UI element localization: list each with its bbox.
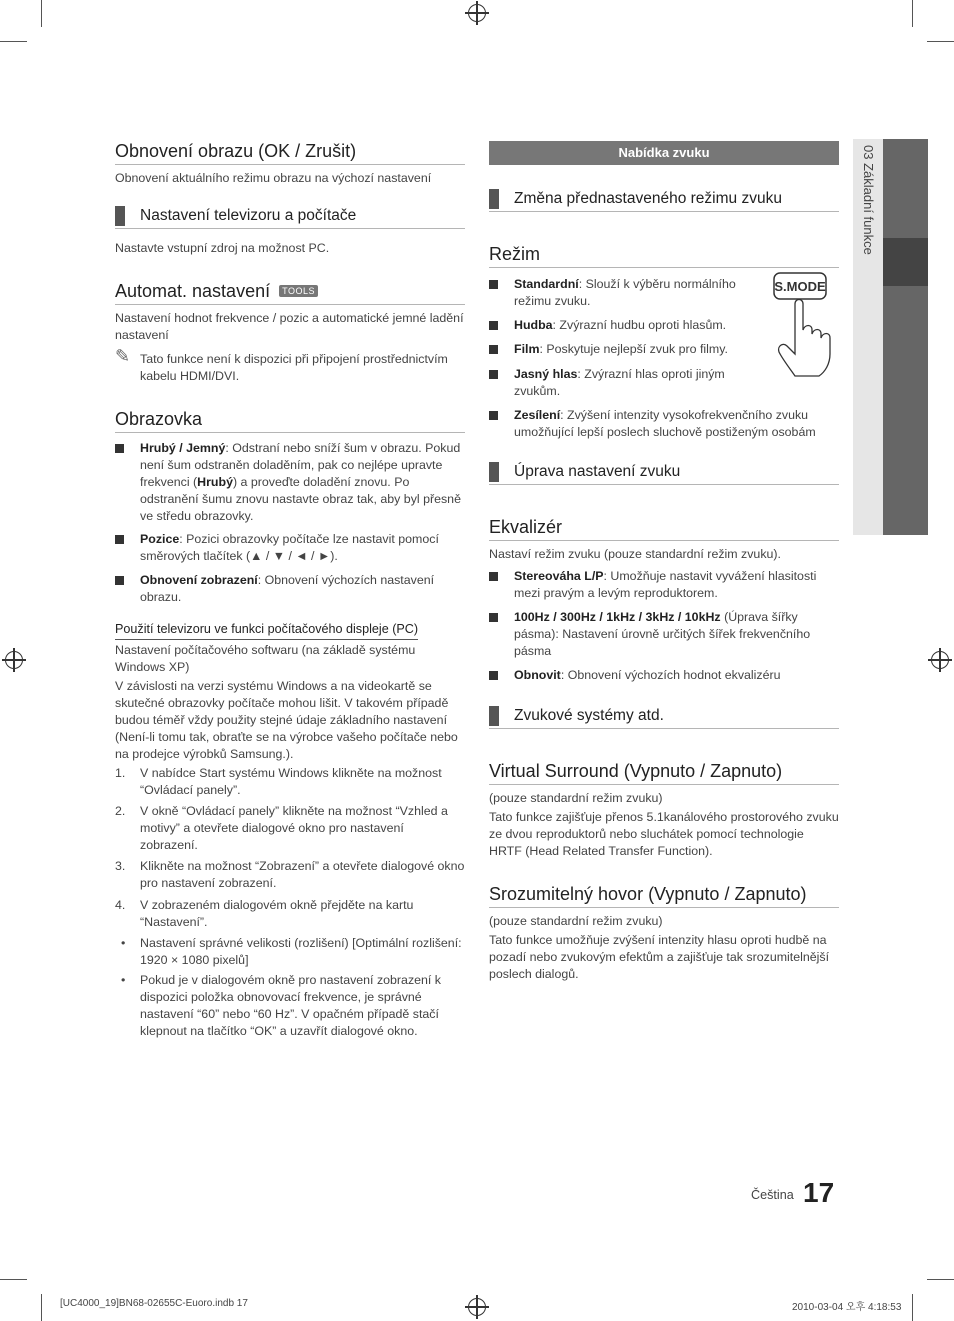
section-title-virtual-surround: Virtual Surround (Vypnuto / Zapnuto) xyxy=(489,760,839,785)
crop-mark xyxy=(927,1279,954,1280)
list-item: 100Hz / 300Hz / 1kHz / 3kHz / 10kHz (Úprava šířky pásma): Nastavení úrovně určitých šířek frekvenčního pásma xyxy=(489,609,839,660)
smode-label: S.MODE xyxy=(774,279,826,294)
footer-language: Čeština xyxy=(751,1188,794,1202)
bullet-square-icon xyxy=(489,280,498,289)
list-item: 3. Klikněte na možnost “Zobrazení” a otevřete dialogové okno pro nastavení zobrazení. xyxy=(115,859,465,890)
bullet-square-icon xyxy=(489,321,498,330)
list-item: 2. V okně “Ovládací panely” klikněte na možnost “Vzhled a motivy” a otevřete dialogové okno pro nastavení zobrazení. xyxy=(115,804,448,852)
crop-mark xyxy=(41,1294,42,1321)
equalizer-text: Nastaví režim zvuku (pouze standardní režim zvuku). xyxy=(489,547,781,561)
crop-mark xyxy=(927,41,954,42)
page-number: 17 xyxy=(803,1177,835,1208)
registration-mark-icon xyxy=(931,651,949,669)
list-item: 4. V zobrazeném dialogovém okně přejděte na kartu “Nastavení”. xyxy=(115,898,414,929)
subsection-title-sound-systems: Zvukové systémy atd. xyxy=(489,706,839,729)
bullet-square-icon xyxy=(115,576,124,585)
section-title-auto-adjust: Automat. nastavení TOOLS xyxy=(115,280,465,305)
crop-mark xyxy=(0,1279,27,1280)
bullet-square-icon xyxy=(489,411,498,420)
crop-mark xyxy=(41,0,42,27)
crop-mark xyxy=(0,41,27,42)
smode-button-hand-icon xyxy=(769,268,839,378)
section-title-picture-reset: Obnovení obrazu (OK / Zrušit) xyxy=(115,140,465,165)
bullet-square-icon xyxy=(115,535,124,544)
list-item: Jasný hlas: Zvýrazní hlas oproti jiným zvukům. xyxy=(489,366,739,400)
section-title-clear-voice: Srozumitelný hovor (Vypnuto / Zapnuto) xyxy=(489,883,839,908)
subsection-title-sound-adjust: Úprava nastavení zvuku xyxy=(489,462,839,485)
list-item: Film: Poskytuje nejlepší zvuk pro filmy. xyxy=(489,341,739,358)
clear-voice-text: Tato funkce umožňuje zvýšení intenzity hlasu oproti hudbě na pozadí nebo zvukovým efektům a zajišťuje tak srozumitelnější poslech dialogů. xyxy=(489,933,830,981)
list-item: Zesílení: Zvýšení intenzity vysokofrekvenčního zvuku umožňující lepší poslech sluchově postiženým osobám xyxy=(489,407,839,441)
registration-mark-icon xyxy=(468,1298,486,1316)
list-item: • Pokud je v dialogovém okně pro nastavení zobrazení k dispozici položka obnovovací frekvence, je správné nastavení “60” nebo “60 Hz”. V opačném případě stačí klepnout na tlačítko “OK” a uzavřít dialogové okno. xyxy=(121,973,441,1038)
section-title-screen: Obrazovka xyxy=(115,408,465,433)
sound-menu-header: Nabídka zvuku xyxy=(489,141,839,165)
bullet-square-icon xyxy=(489,370,498,379)
pc-usage-text-1: Nastavení počítačového softwaru (na základě systému Windows XP) xyxy=(115,643,416,674)
list-item: Hrubý / Jemný: Odstraní nebo sníží šum v obrazu. Pokud není šum odstraněn doladěním, pak co nejlépe upravte frekvenci (Hrubý) a proveďte doladění znovu. Po odstranění šumu znovu nastavte obraz tak, aby byl přesně ve středu obrazovky. xyxy=(115,440,465,525)
bullet-square-icon xyxy=(115,444,124,453)
list-item: Standardní: Slouží k výběru normálního režimu zvuku. xyxy=(489,276,739,310)
bullet-square-icon xyxy=(489,345,498,354)
list-item: Obnovit: Obnovení výchozích hodnot ekvalizéru xyxy=(489,667,839,684)
tv-pc-text: Nastavte vstupní zdroj na možnost PC. xyxy=(115,241,330,255)
print-info-date: 2010-03-04 오후 4:18:53 xyxy=(792,1302,902,1313)
auto-adjust-note: ✎ Tato funkce není k dispozici při připojení prostřednictvím kabelu HDMI/DVI. xyxy=(115,346,448,383)
pc-usage-heading: Použití televizoru ve funkci počítačového displeje (PC) xyxy=(115,621,418,640)
subsection-bar xyxy=(489,189,499,209)
list-item: Pozice: Pozici obrazovky počítače lze nastavit pomocí směrových tlačítek (▲ / ▼ / ◄ / ►). xyxy=(115,531,465,565)
registration-mark-icon xyxy=(5,651,23,669)
tools-icon: TOOLS xyxy=(279,285,318,297)
pc-usage-text-2: V závislosti na verzi systému Windows a na videokartě se skutečné obrazovky počítače mohou lišit. V takovém případě budou téměř vždy použity stejné údaje základního nastavení (Není-li tomu tak, obraťte se na výrobce vašeho počítače nebo na prodejce výrobků Samsung.). xyxy=(115,679,458,761)
crop-mark xyxy=(912,0,913,27)
subsection-title-tv-pc: Nastavení televizoru a počítače xyxy=(115,206,465,229)
chapter-label: 03 Základní funkce xyxy=(861,145,876,255)
side-tab-dark xyxy=(883,139,928,535)
print-info-file: [UC4000_19]BN68-02655C-Euoro.indb 17 xyxy=(60,1298,248,1309)
bullet-square-icon xyxy=(489,613,498,622)
section-title-mode: Režim xyxy=(489,243,839,268)
list-item: Stereováha L/P: Umožňuje nastavit vyvážení hlasitosti mezi pravým a levým reproduktorem. xyxy=(489,568,839,602)
bullet-square-icon xyxy=(489,671,498,680)
section-title-equalizer: Ekvalizér xyxy=(489,516,839,541)
subsection-title-sound-mode: Změna přednastaveného režimu zvuku xyxy=(489,189,839,212)
subsection-bar xyxy=(489,462,499,482)
auto-adjust-text: Nastavení hodnot frekvence / pozic a automatické jemné ladění nastavení xyxy=(115,311,464,342)
picture-reset-text: Obnovení aktuálního režimu obrazu na výchozí nastavení xyxy=(115,171,432,185)
virtual-surround-note: (pouze standardní režim zvuku) xyxy=(489,791,663,805)
crop-mark xyxy=(912,1294,913,1321)
bullet-square-icon xyxy=(489,572,498,581)
side-tab-marker xyxy=(883,238,928,286)
subsection-bar xyxy=(115,206,125,226)
list-item: Hudba: Zvýrazní hudbu oproti hlasům. xyxy=(489,317,739,334)
subsection-bar xyxy=(489,706,499,726)
list-item: • Nastavení správné velikosti (rozlišení) [Optimální rozlišení: 1920 × 1080 pixelů] xyxy=(121,936,462,967)
virtual-surround-text: Tato funkce zajišťuje přenos 5.1kanálového prostorového zvuku ze dvou reproduktorů nebo sluchátek pomocí technologie HRTF (Head Related Transfer Function). xyxy=(489,810,839,858)
note-pencil-icon: ✎ xyxy=(115,346,131,366)
clear-voice-note: (pouze standardní režim zvuku) xyxy=(489,914,663,928)
list-item: Obnovení zobrazení: Obnovení výchozích nastavení obrazu. xyxy=(115,572,465,606)
list-item: 1. V nabídce Start systému Windows klikněte na možnost “Ovládací panely”. xyxy=(115,766,442,797)
registration-mark-icon xyxy=(468,4,486,22)
